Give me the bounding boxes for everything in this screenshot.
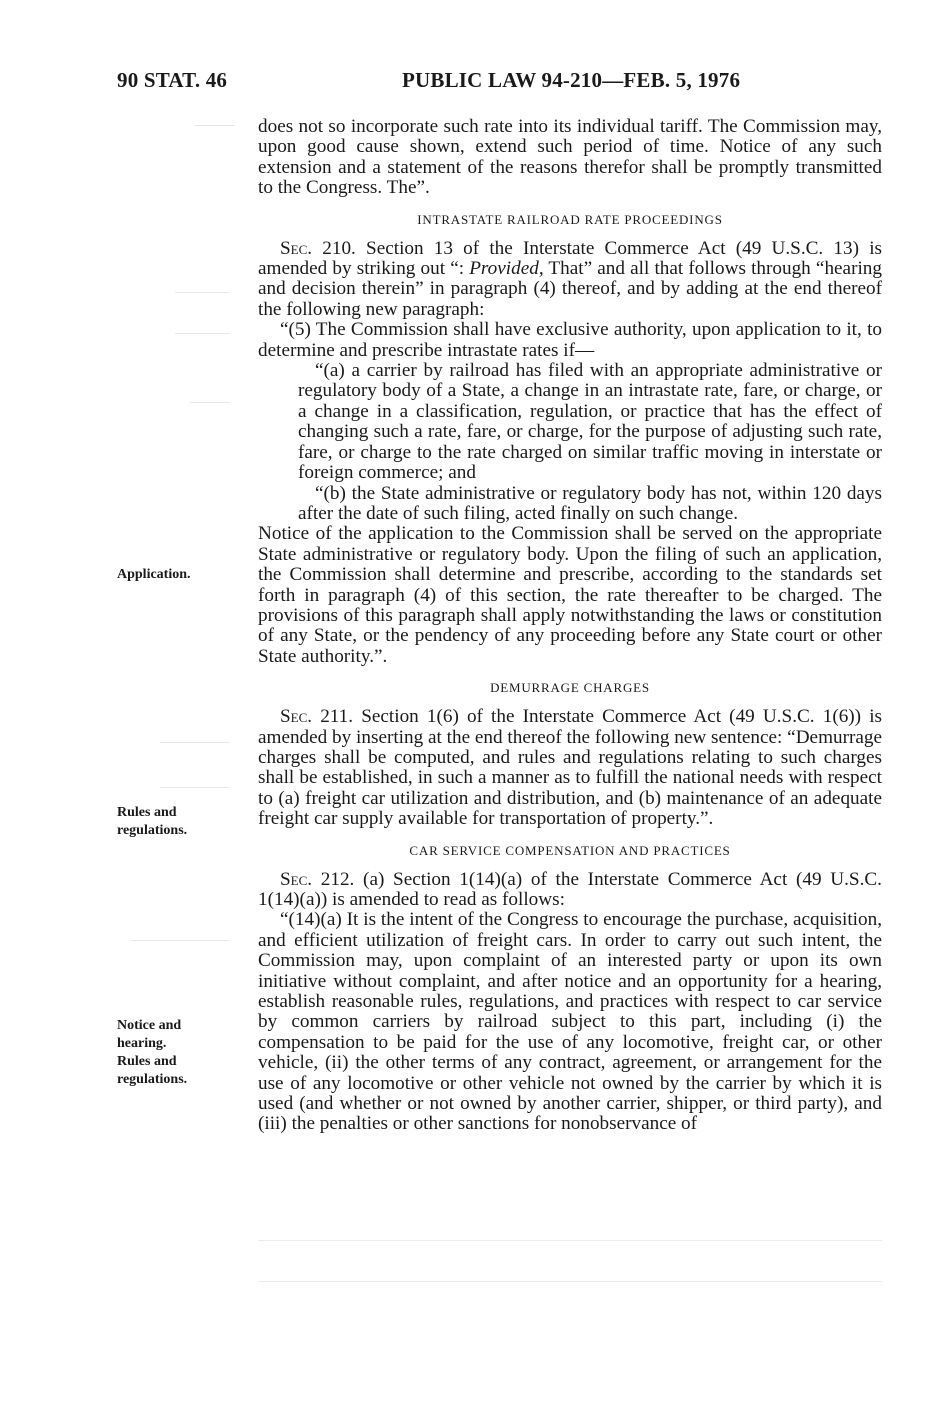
subparagraph-b: “(b) the State administrative or regulatory body has not, within 120 days after the date of such filing, acted finally on such change. <box>298 482 882 524</box>
paragraph-5: “(5) The Commission shall have exclusive authority, upon application to it, to determine and prescribe intrastate rates if— <box>258 319 882 361</box>
statute-body <box>258 117 882 1135</box>
public-law-title: PUBLIC LAW 94-210—FEB. 5, 1976 <box>402 68 741 92</box>
page-header <box>0 68 946 98</box>
section-label: Sec. 212. <box>280 868 355 890</box>
subparagraph-a: “(a) a carrier by railroad has filed with an appropriate administrative or regulatory body of a State, a change in an intrastate rate, fare, or charge, or a change in a classification, regulation, or practice that has the effect of changing such a rate, fare, or charge, for the purpose of adjusting such rate, fare, or charge to the rate charged on similar traffic moving in interstate or foreign commerce; and <box>298 360 882 484</box>
margin-note-notice-and-hearing: Notice and hearing. <box>117 1018 182 1051</box>
margin-note-rules-and-regulations-2: Rules and regulations. <box>117 1054 188 1087</box>
section-heading-intrastate-railroad-rate: INTRASTATE RAILROAD RATE PROCEEDINGS <box>417 211 723 227</box>
bleed-through-margin-mark <box>130 940 230 947</box>
section-label: Sec. 211. <box>280 706 354 728</box>
section-212: Sec. 212. (a) Section 1(14)(a) of the Interstate Commerce Act (49 U.S.C. 1(14)(a)) is amended to read as follows: <box>258 868 882 910</box>
bleed-through-margin-mark <box>175 292 230 334</box>
section-210: Sec. 210. Section 13 of the Interstate Commerce Act (49 U.S.C. 13) is amended by striking out “: Provided, That” and all that follows through “hearing and decision therein” in paragraph (4) thereof, and by adding at the end thereof the following new paragraph: <box>258 237 882 320</box>
section-211: Sec. 211. Section 1(6) of the Interstate Commerce Act (49 U.S.C. 1(6)) is amended by inserting at the end thereof the following new sentence: “Demurrage charges shall be computed, and rules and regulations relating to such charges shall be established, in such a manner as to fulfill the national needs with respect to (a) freight car utilization and distribution, and (b) maintenance of an adequate freight car supply available for transportation of property.”. <box>258 706 882 830</box>
notice-of-application-paragraph: Notice of the application to the Commission shall be served on the appropriate State administrative or regulatory body. Upon the filing of such an application, the Commission shall determine and prescribe, according to the standards set forth in paragraph (4) of this section, the rate thereafter to be charged. The provisions of this paragraph shall apply notwithstanding the laws or constitution of any State, or the pendency of any proceeding before any State court or other State authority.”. <box>258 523 882 667</box>
continued-paragraph: does not so incorporate such rate into its individual tariff. The Commission may, upon good cause shown, extend such period of time. Notice of any such extension and a statement of the reasons therefor shall be promptly transmitted to the Congress. The”. <box>258 116 882 199</box>
paragraph-14a: “(14)(a) It is the intent of the Congress to encourage the purchase, acquisition, and efficient utilization of freight cars. In order to carry out such intent, the Commission may, upon complaint of an interested party or upon its own initiative without complaint, and after notice and an opportunity for a hearing, establish reasonable rules, regulations, and practices with respect to car service by common carriers by railroad subject to this part, including (i) the compensation to be paid for the use of any locomotive, freight car, or other vehicle, (ii) the other terms of any contract, agreement, or arrangement for the use of any locomotive or other vehicle not owned by the carrier by which it is used (and whether or not owned by another carrier, shipper, or third party), and (iii) the penalties or other sanctions for nonobservance of <box>258 909 882 1135</box>
bleed-through-margin-mark <box>160 742 230 788</box>
bleed-through-margin-mark <box>190 402 230 411</box>
bleed-through-lower-area <box>258 1240 882 1282</box>
bleed-through-margin-mark <box>195 125 235 136</box>
margin-note-rules-and-regulations: Rules and regulations. <box>117 805 188 838</box>
statute-page-number: 90 STAT. 46 <box>117 68 228 92</box>
margin-note-application: Application. <box>117 567 191 582</box>
section-heading-demurrage-charges: DEMURRAGE CHARGES <box>490 680 650 696</box>
section-label: Sec. 210. <box>280 237 356 259</box>
section-heading-car-service: CAR SERVICE COMPENSATION AND PRACTICES <box>409 842 731 858</box>
